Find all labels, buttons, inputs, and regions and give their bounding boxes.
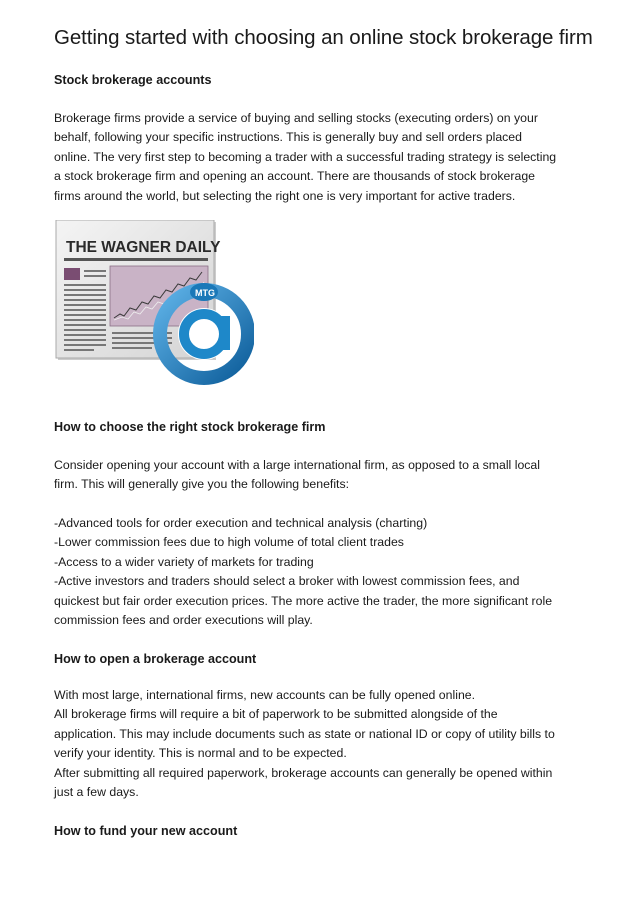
- text-line: a stock brokerage firm and opening an account. There are thousands of stock brokerage: [54, 169, 536, 184]
- paragraph-open-account: [54, 686, 594, 802]
- text-line: With most large, international firms, new accounts can be fully opened online.: [54, 688, 476, 702]
- text-line: online. The very first step to becoming a trader with a successful trading strategy is selecting: [54, 149, 557, 164]
- text-line: After submitting all required paperwork, brokerage accounts can generally be opened within: [54, 765, 553, 780]
- text-line: Consider opening your account with a large international firm, as opposed to a small local: [54, 458, 540, 472]
- paragraph-choose-firm-intro: [54, 456, 594, 495]
- text-line: application. This may include documents such as state or national ID or copy of utility bills to: [54, 726, 555, 741]
- text-line: All brokerage firms will require a bit of paperwork to be submitted alongside of the: [54, 707, 498, 722]
- list-item: quickest but fair order execution prices. The more active the trader, the more significant role: [54, 593, 553, 608]
- text-line: Brokerage firms provide a service of buying and selling stocks (executing orders) on your: [54, 111, 538, 125]
- list-item: -Access to a wider variety of markets for trading: [54, 554, 314, 569]
- wagner-daily-logo: [54, 220, 254, 392]
- text-line: firms around the world, but selecting the right one is very important for active traders.: [54, 188, 516, 203]
- text-line: verify your identity. This is normal and to be expected.: [54, 746, 347, 761]
- section-heading-choose-firm: How to choose the right stock brokerage firm: [54, 420, 326, 434]
- text-line: firm. This will generally give you the following benefits:: [54, 477, 350, 492]
- section-heading-open-account: How to open a brokerage account: [54, 652, 257, 666]
- text-line: just a few days.: [54, 785, 139, 800]
- paragraph-brokerage-accounts: [54, 109, 594, 206]
- page-title: Getting started with choosing an online stock brokerage firm: [54, 26, 593, 49]
- list-item: -Active investors and traders should select a broker with lowest commission fees, and: [54, 574, 520, 589]
- mtg-badge-text: MTG: [195, 288, 215, 298]
- section-heading-fund-account: How to fund your new account: [54, 824, 238, 838]
- list-item: -Advanced tools for order execution and technical analysis (charting): [54, 516, 428, 530]
- section-heading-brokerage-accounts: Stock brokerage accounts: [54, 73, 212, 87]
- newspaper-title-text: THE WAGNER DAILY: [66, 239, 221, 256]
- list-item: -Lower commission fees due to high volume of total client trades: [54, 535, 404, 550]
- benefits-list: [54, 514, 594, 630]
- list-item: commission fees and order executions will play.: [54, 613, 313, 628]
- text-line: behalf, following your specific instructions. This is generally buy and sell orders placed: [54, 130, 522, 145]
